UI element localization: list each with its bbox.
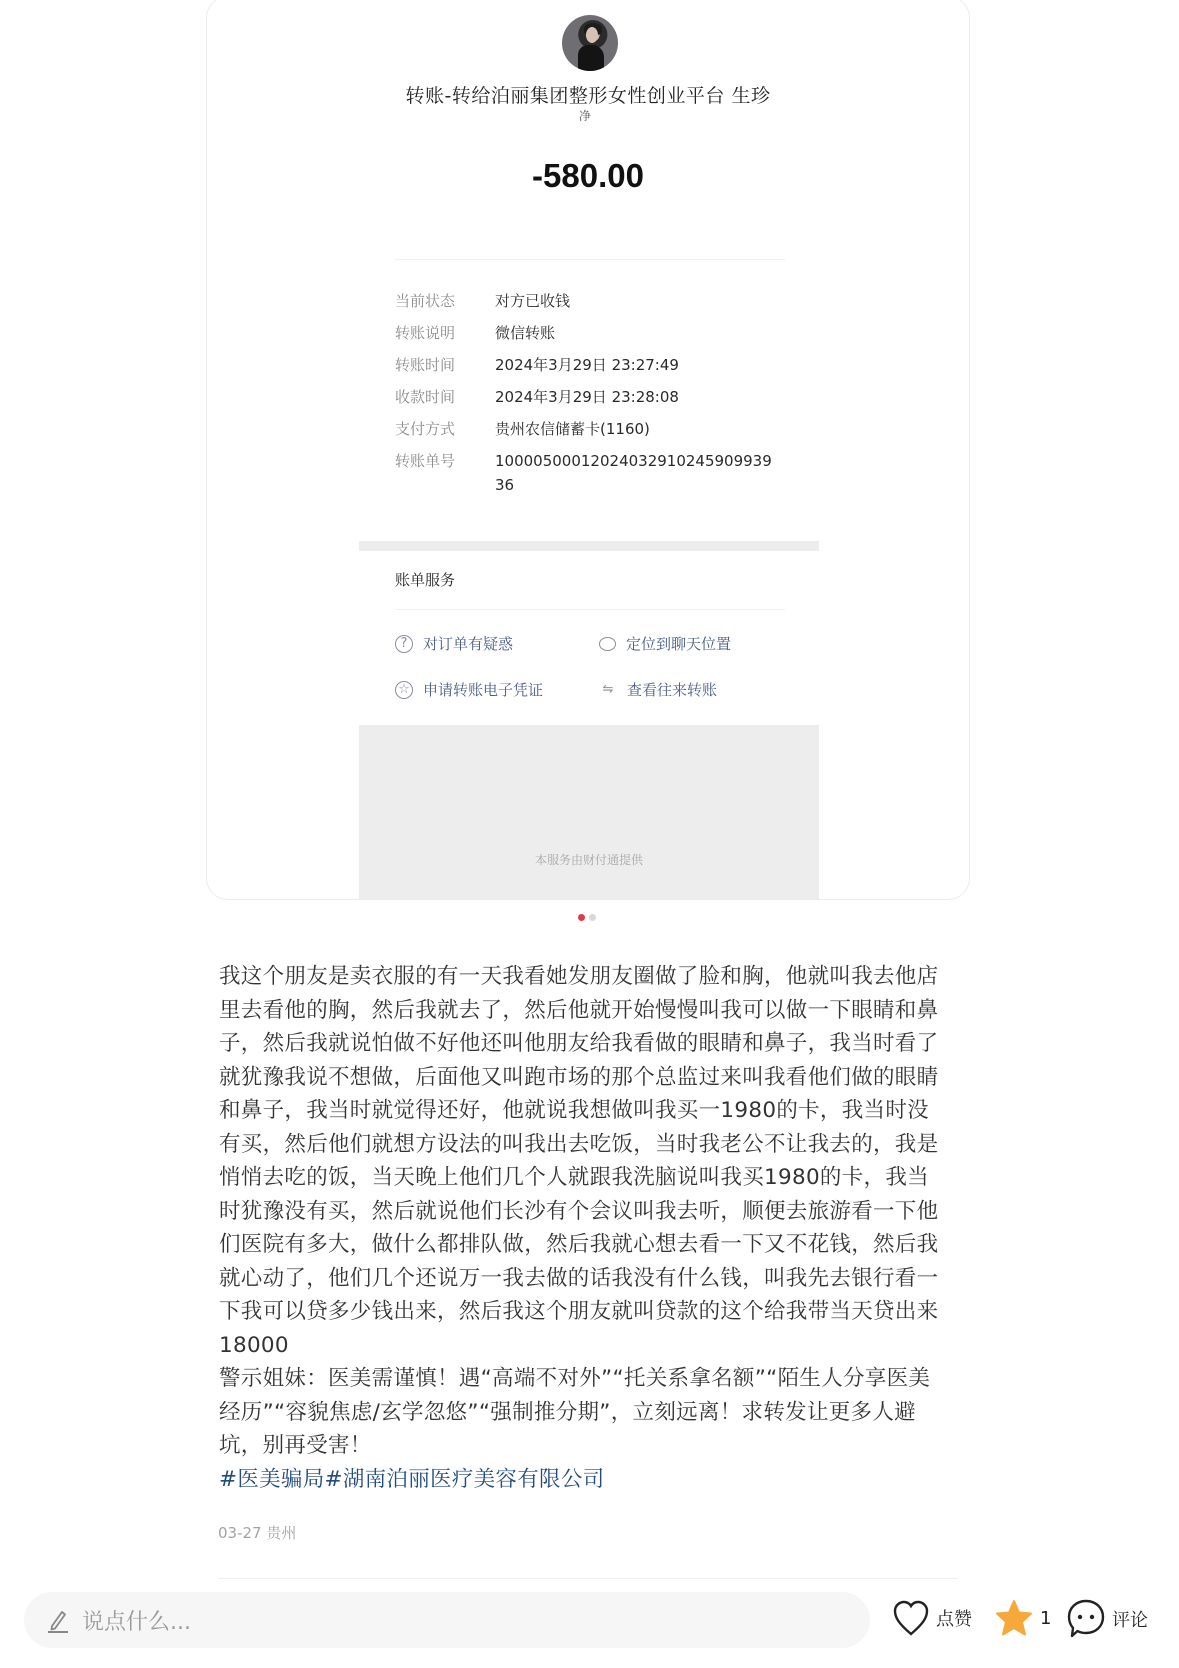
carousel-dot[interactable] [589,914,596,921]
detail-label: 支付方式 [395,420,456,438]
post-hashtags[interactable]: #医美骗局#湖南泊丽医疗美容有限公司 [219,1466,605,1492]
star-icon [994,1598,1034,1638]
star-badge-icon: ☆ [395,681,413,699]
detail-label: 当前状态 [395,292,456,310]
service-e-voucher[interactable] [395,679,543,700]
divider [395,259,785,260]
detail-value: 2024年3月29日 23:27:49 [495,356,679,374]
detail-row-transfer-time [395,349,795,381]
carousel-dot-active[interactable] [578,914,585,921]
detail-value: 2024年3月29日 23:28:08 [495,388,679,406]
detail-value: 贵州农信储蓄卡(1160) [495,420,650,438]
post-meta [218,1522,296,1543]
divider [395,609,785,610]
detail-row-payment-method [395,413,795,445]
detail-label: 收款时间 [395,388,456,406]
favorite-button[interactable] [994,1598,1051,1638]
chat-bubble-icon [599,637,616,651]
comment-label: 评论 [1112,1610,1148,1631]
comment-bubble-icon [1066,1598,1106,1640]
detail-label: 转账单号 [395,452,456,470]
bottom-action-bar [0,1592,1179,1656]
avatar [562,15,618,71]
service-order-question[interactable] [395,633,513,654]
comment-button[interactable] [1066,1598,1148,1640]
like-label: 点赞 [936,1609,972,1630]
service-label: 对订单有疑惑 [423,635,514,653]
detail-row-note [395,317,795,349]
detail-label: 转账说明 [395,324,456,342]
question-circle-icon: ? [395,635,413,653]
detail-row-order-number [395,445,795,497]
post-date: 03-27 [218,1524,262,1542]
post-warning: 警示姐妹：医美需谨慎！遇“高端不对外”“托关系拿名额”“陌生人分享医美经历”“容貌焦虑/玄学忽悠”“强制推分期”，立刻远离！求转发让更多人避坑，别再受害！ [219,1366,931,1458]
pencil-icon [44,1606,72,1634]
post-location: 贵州 [266,1524,297,1542]
divider [218,1578,958,1579]
post-paragraph: 我这个朋友是卖衣服的有一天我看她发朋友圈做了脸和胸，他就叫我去他店里去看他的胸，然后我就去了，然后他就开始慢慢叫我可以做一下眼睛和鼻子，然后我就说怕做不好他还叫他朋友给我看做的眼睛和鼻子，我当时看了就犹豫我说不想做，后面他又叫跑市场的那个总监过来叫我看他们做的眼睛和鼻子，我当时就觉得还好，他就说我想做叫我买一1980的卡，我当时没有买，然后他们就想方设法的叫我出去吃饭，当时我老公不让我去的，我是悄悄去吃的饭，当天晚上他们几个人就跟我洗脑说叫我买1980的卡，我当时犹豫没有买，然后就说他们长沙有个会议叫我去听，顺便去旅游看一下他们医院有多大，做什么都排队做，然后我就心想去看一下又不花钱，然后我就心动了，他们几个还说万一我去做的话我没有什么钱，叫我先去银行看一下我可以贷多少钱出来，然后我这个朋友就叫贷款的这个给我带当天贷出来18000 [219,964,939,1358]
detail-row-receive-time [395,381,795,413]
detail-value: 对方已收钱 [495,292,571,310]
swap-arrows-icon: ⇋ [602,682,614,697]
services-title: 账单服务 [395,571,456,589]
detail-label: 转账时间 [395,356,456,374]
comment-input[interactable] [24,1592,870,1648]
detail-row-status [395,285,795,317]
heart-icon [892,1598,930,1638]
service-label: 申请转账电子凭证 [423,681,544,699]
service-label: 定位到聊天位置 [626,635,732,653]
detail-value: 10000500012024032910245909939 36 [495,452,772,494]
transfer-title-overflow: 净 [579,109,592,123]
transfer-title: 转账-转给泊丽集团整形女性创业平台 生珍 [405,85,771,107]
transfer-amount: -580.00 [532,157,644,194]
transfer-details [395,285,795,497]
service-transfer-history[interactable] [599,679,717,700]
provider-note: 本服务由财付通提供 [534,853,643,867]
transfer-screenshot-card[interactable] [206,0,970,900]
carousel-indicator [578,914,596,921]
post-body [219,960,949,1496]
favorite-count: 1 [1040,1607,1052,1629]
service-label: 查看往来转账 [627,681,718,699]
detail-value: 微信转账 [495,324,556,342]
provider-footer [359,725,819,900]
service-locate-chat[interactable] [599,633,731,654]
like-button[interactable] [892,1598,972,1638]
comment-placeholder: 说点什么... [82,1609,191,1635]
section-divider [359,541,819,551]
